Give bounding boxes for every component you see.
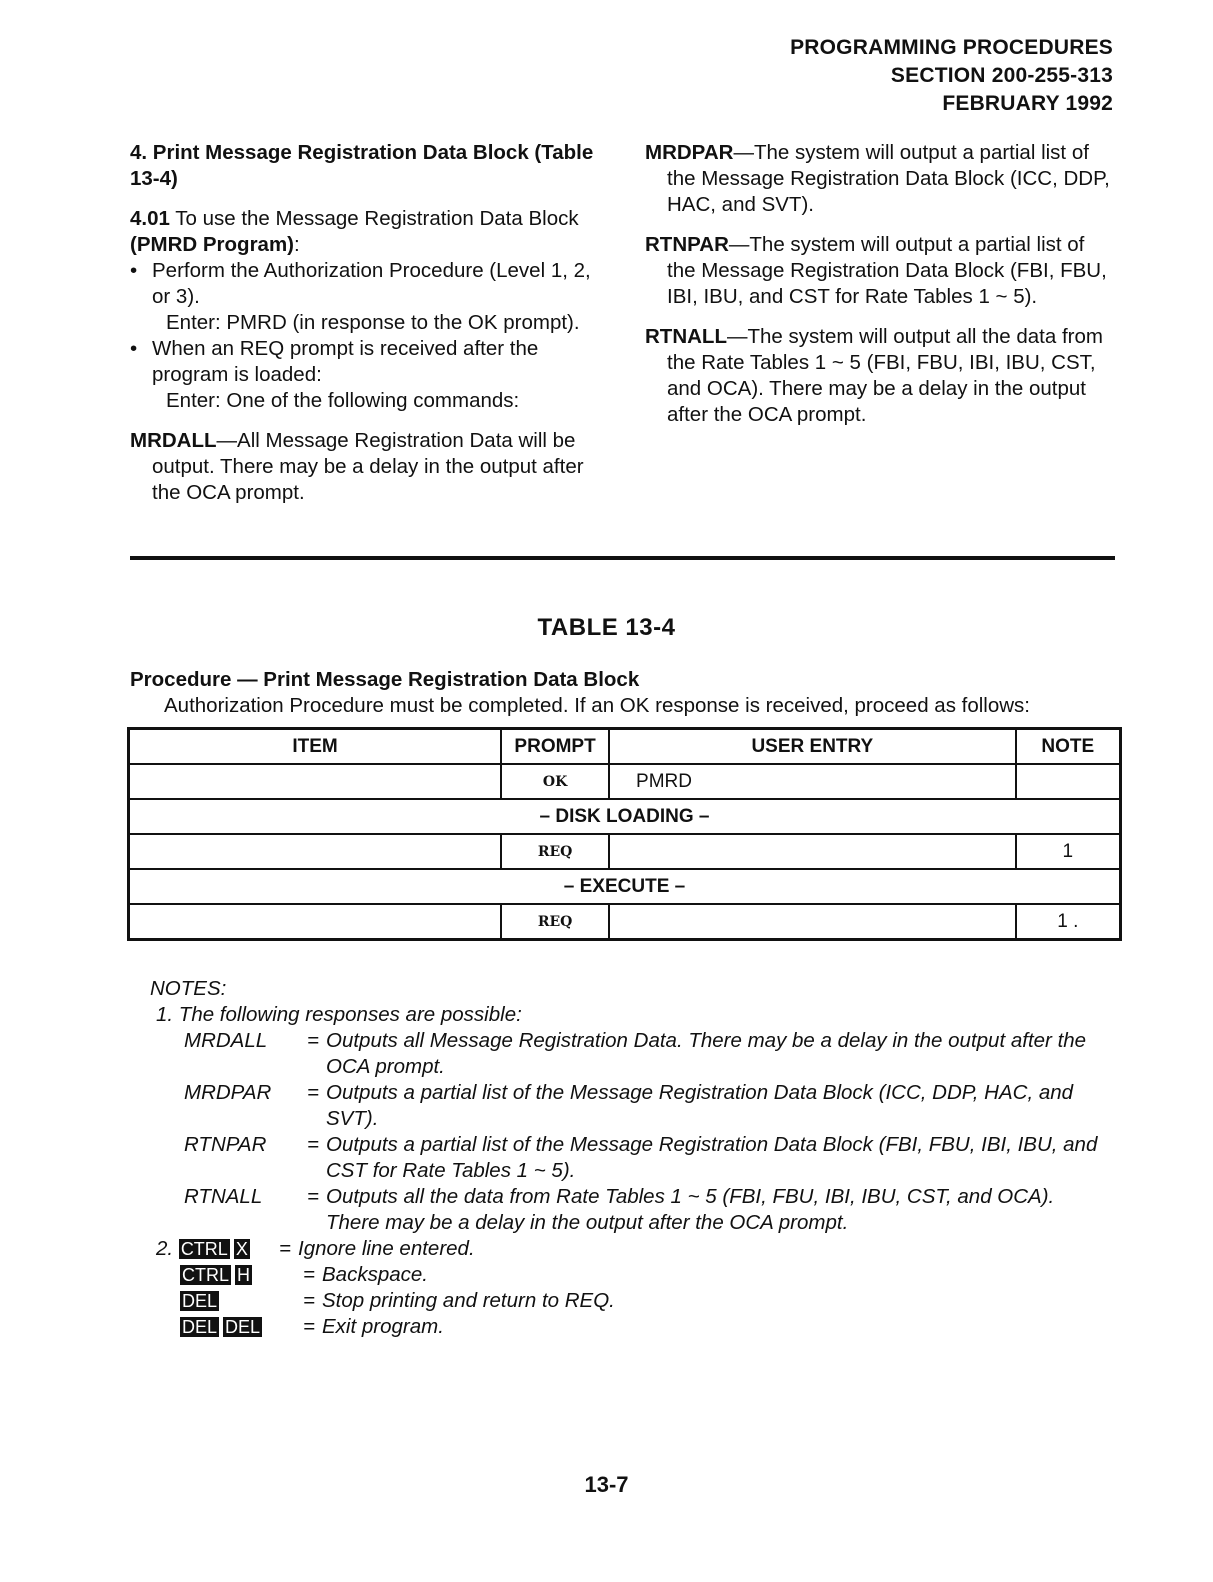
paragraph-number: 4.01 [130,207,170,230]
response-description: Outputs a partial list of the Message Registration Data Block (FBI, FBU, IBI, IBU, and CST for Rate Tables 1 ~ 5). [326,1133,1098,1182]
response-label: MRDALL [184,1029,268,1052]
key-description: Ignore line entered. [298,1237,475,1260]
key-row [150,1288,1110,1314]
equals-sign: = [307,1029,319,1052]
response-row [150,1028,1110,1080]
del-key-icon: DEL [182,1291,218,1311]
note-cell: 1 . [1016,904,1121,940]
procedure-block [130,667,1030,719]
notes-section [150,976,1110,1340]
column-header-user-entry: USER ENTRY [609,729,1016,765]
bullet-icon: • [130,337,138,360]
item-cell [129,834,502,869]
item-cell [129,904,502,940]
response-description: Outputs all the data from Rate Tables 1 ~ 5 (FBI, FBU, IBI, IBU, CST, and OCA). There may be a delay in the output after the OCA prompt. [326,1185,1055,1234]
program-name: (PMRD Program) [130,233,295,256]
notes-title: NOTES: [150,977,227,1000]
section-divider [130,556,1115,560]
user-entry-cell [609,834,1016,869]
header-title: PROGRAMMING PROCEDURES [790,36,1113,59]
del-key-icon: DEL [182,1317,218,1337]
page-number: 13-7 [584,1472,629,1497]
note-cell: 1 [1016,834,1121,869]
key-description: Exit program. [322,1315,444,1338]
enter-instruction: Enter: PMRD (in response to the OK prompt). [166,311,580,334]
del-key-icon: DEL [225,1317,261,1337]
h-key-icon: H [237,1265,251,1285]
note-cell [1016,764,1121,799]
procedure-title: Procedure — Print Message Registration Data Block [130,668,640,691]
equals-sign: = [303,1289,315,1312]
column-header-item: ITEM [129,729,502,765]
procedure-subtitle: Authorization Procedure must be completed. If an OK response is received, proceed as follows: [164,694,1031,717]
response-label: RTNPAR [184,1133,267,1156]
equals-sign: = [303,1263,315,1286]
prompt-cell: OK [501,764,609,799]
prompt-cell: REQ [501,904,609,940]
equals-sign: = [307,1081,319,1104]
response-description: Outputs a partial list of the Message Registration Data Block (ICC, DDP, HAC, and SVT). [326,1081,1074,1130]
equals-sign: = [307,1185,319,1208]
column-header-note: NOTE [1016,729,1121,765]
disk-loading-label: – DISK LOADING – [129,799,1121,834]
table-span-row [129,869,1121,904]
key-row [150,1262,1110,1288]
paragraph-4-01: 4.01 To use the Message Registration Data Block (PMRD Program): [130,207,579,256]
ctrl-key-icon: CTRL [180,1239,228,1259]
bullet-item: • When an REQ prompt is received after the program is loaded: [130,337,539,386]
equals-sign: = [303,1315,315,1338]
prompt-cell: REQ [501,834,609,869]
page-header [790,34,1113,118]
table-row [129,764,1121,799]
enter-instruction: Enter: One of the following commands: [166,389,520,412]
key-description: Stop printing and return to REQ. [322,1289,615,1312]
response-row [150,1132,1110,1184]
right-column [645,140,1115,428]
item-cell [129,764,502,799]
procedure-table [127,727,1122,941]
bullet-item: • Perform the Authorization Procedure (Level 1, 2, or 3). [130,259,591,308]
command-rtnall: RTNALL—The system will output all the data from the Rate Tables 1 ~ 5 (FBI, FBU, IBI, IBU, CST, and OCA). There may be a delay in the output after the OCA prompt. [645,325,1103,426]
section-heading: 4. Print Message Registration Data Block (Table 13-4) [130,141,594,190]
left-column [130,140,605,506]
response-label: RTNALL [184,1185,263,1208]
table-header-row [129,729,1121,765]
user-entry-cell [609,904,1016,940]
x-key-icon: X [235,1239,248,1259]
table-row [129,834,1121,869]
column-header-prompt: PROMPT [501,729,609,765]
command-mrdpar: MRDPAR—The system will output a partial list of the Message Registration Data Block (ICC, DDP, HAC, and SVT). [645,141,1110,216]
table-row [129,904,1121,940]
execute-label: – EXECUTE – [129,869,1121,904]
header-date: FEBRUARY 1992 [942,92,1113,115]
note-1-intro: 1. The following responses are possible: [156,1003,522,1026]
key-row [150,1314,1110,1340]
response-description: Outputs all Message Registration Data. There may be a delay in the output after the OCA prompt. [326,1029,1087,1078]
key-row [150,1236,1110,1262]
key-description: Backspace. [322,1263,428,1286]
command-rtnpar: RTNPAR—The system will output a partial list of the Message Registration Data Block (FBI, FBU, IBI, IBU, and CST for Rate Tables 1 ~ 5). [645,233,1107,308]
equals-sign: = [307,1133,319,1156]
response-label: MRDPAR [184,1081,272,1104]
equals-sign: = [279,1237,291,1260]
user-entry-cell: PMRD [609,764,1016,799]
table-span-row [129,799,1121,834]
header-section: SECTION 200-255-313 [890,64,1113,87]
bullet-icon: • [130,259,138,282]
table-title: TABLE 13-4 [537,614,676,641]
command-mrdall: MRDALL—All Message Registration Data will be output. There may be a delay in the output after the OCA prompt. [130,429,584,504]
note-2-number: 2. [156,1237,174,1260]
ctrl-key-icon: CTRL [182,1265,230,1285]
response-row [150,1184,1110,1236]
response-row [150,1080,1110,1132]
